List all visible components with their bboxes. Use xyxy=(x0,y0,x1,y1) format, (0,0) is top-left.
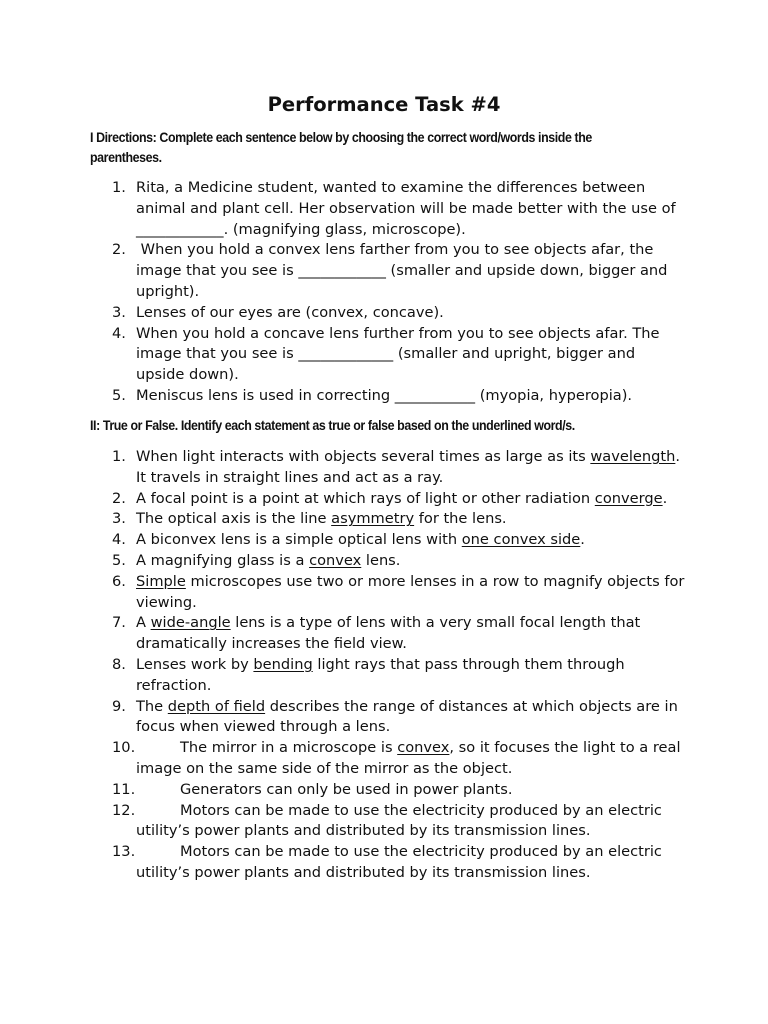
item-number: 3. xyxy=(112,510,126,528)
item-text-post: lens. xyxy=(361,551,401,569)
list-item xyxy=(112,738,688,780)
item-text-post: , so it focuses the light to a real image on the same side of the mirror as the object. xyxy=(136,739,681,777)
item-number: 10. xyxy=(112,739,136,757)
item-number: 4. xyxy=(112,531,126,549)
item-text: When you hold a concave lens further from you to see objects afar. The image that you see is _____________ (smaller and upright, bigger and upside down). xyxy=(136,324,660,384)
item-number: 5. xyxy=(112,386,126,404)
underlined-term: convex xyxy=(309,551,362,569)
underlined-term: one convex side xyxy=(461,531,581,549)
underlined-term: convex xyxy=(397,739,450,757)
item-text-post: . xyxy=(580,531,585,549)
item-number: 3. xyxy=(112,303,126,321)
item-text-pre: Generators can only be used in power plants. xyxy=(180,780,513,798)
list-item xyxy=(112,324,688,386)
list-item xyxy=(112,386,688,407)
underlined-term: wide-angle xyxy=(150,614,231,632)
section1-heading: I Directions: Complete each sentence below by choosing the correct word/words inside the parentheses. xyxy=(90,130,592,165)
item-number: 8. xyxy=(112,655,126,673)
list-item xyxy=(112,572,688,614)
item-text-post: light rays that pass through them through refraction. xyxy=(136,655,625,694)
item-text-pre: Lenses work by xyxy=(136,655,254,673)
item-number: 11. xyxy=(112,780,136,798)
item-number: 4. xyxy=(112,324,126,342)
list-item xyxy=(112,842,688,884)
item-text-pre: A xyxy=(136,614,151,632)
list-item xyxy=(112,447,688,489)
item-text-pre: Motors can be made to use the electricity produced by an electric utility’s power plants and distributed by its transmission lines. xyxy=(136,843,662,881)
item-text-pre: A focal point is a point at which rays of light or other radiation xyxy=(136,489,595,507)
item-number: 13. xyxy=(112,843,136,861)
underlined-term: wavelength xyxy=(590,448,676,465)
item-number: 5. xyxy=(112,551,126,569)
underlined-term: Simple xyxy=(136,572,186,590)
item-text-post: . xyxy=(662,489,668,507)
item-text-pre: A magnifying glass is a xyxy=(136,551,310,569)
item-number: 9. xyxy=(112,697,126,715)
page-title: Performance Task #4 xyxy=(267,93,501,116)
item-text-pre: The mirror in a microscope is xyxy=(180,739,398,757)
item-text-pre: When light interacts with objects several times as large as its xyxy=(136,448,591,465)
item-text: When you hold a convex lens farther from you to see objects afar, the image that you see is ____________ (smaller and upside down, bigger and upright). xyxy=(136,241,673,300)
list-item xyxy=(112,801,688,843)
item-text-post: lens is a type of lens with a very small focal length that dramatically increases the field view. xyxy=(136,614,641,653)
item-text: Meniscus lens is used in correcting ___________ (myopia, hyperopia). xyxy=(136,386,633,404)
item-text-pre: The xyxy=(136,697,168,715)
item-number: 1. xyxy=(112,448,126,465)
item-number: 7. xyxy=(112,614,126,632)
list-item xyxy=(112,303,688,324)
item-number: 2. xyxy=(112,241,126,259)
list-item xyxy=(112,240,688,302)
list-item xyxy=(112,551,688,572)
underlined-term: asymmetry xyxy=(331,510,415,528)
item-number: 1. xyxy=(112,179,126,196)
underlined-term: converge xyxy=(594,489,663,507)
item-text: Rita, a Medicine student, wanted to examine the differences between animal and plant cell. Her observation will be made better with the use of ____________. (magnifying glass, microscope). xyxy=(136,179,676,238)
item-text-post: for the lens. xyxy=(414,510,507,528)
list-item xyxy=(112,780,688,801)
item-text-post: describes the range of distances at which objects are in focus when viewed through a lens. xyxy=(136,697,678,736)
item-number: 12. xyxy=(112,801,136,819)
list-item xyxy=(112,613,688,655)
underlined-term: depth of field xyxy=(167,697,266,715)
list-item xyxy=(112,655,688,697)
list-item xyxy=(112,178,688,240)
item-text: Lenses of our eyes are (convex, concave). xyxy=(136,303,444,321)
item-text-pre: Motors can be made to use the electricity produced by an electric utility’s power plants and distributed by its transmission lines. xyxy=(136,801,662,840)
item-number: 6. xyxy=(112,572,126,590)
list-item xyxy=(112,489,688,510)
list-item xyxy=(112,530,688,551)
item-text-post: microscopes use two or more lenses in a row to magnify objects for viewing. xyxy=(136,572,685,611)
list-item xyxy=(112,509,688,530)
section2-heading: II: True or False. Identify each statement as true or false based on the underlined word/s. xyxy=(90,418,575,433)
list-item xyxy=(112,697,688,739)
section1-list xyxy=(112,178,688,407)
underlined-term: bending xyxy=(253,655,313,673)
item-text-pre: The optical axis is the line xyxy=(136,510,332,528)
item-text-pre: A biconvex lens is a simple optical lens with xyxy=(136,531,462,549)
item-text-post: . It travels in straight lines and act as a ray. xyxy=(136,448,680,486)
section2-list xyxy=(112,447,688,884)
item-number: 2. xyxy=(112,489,126,507)
